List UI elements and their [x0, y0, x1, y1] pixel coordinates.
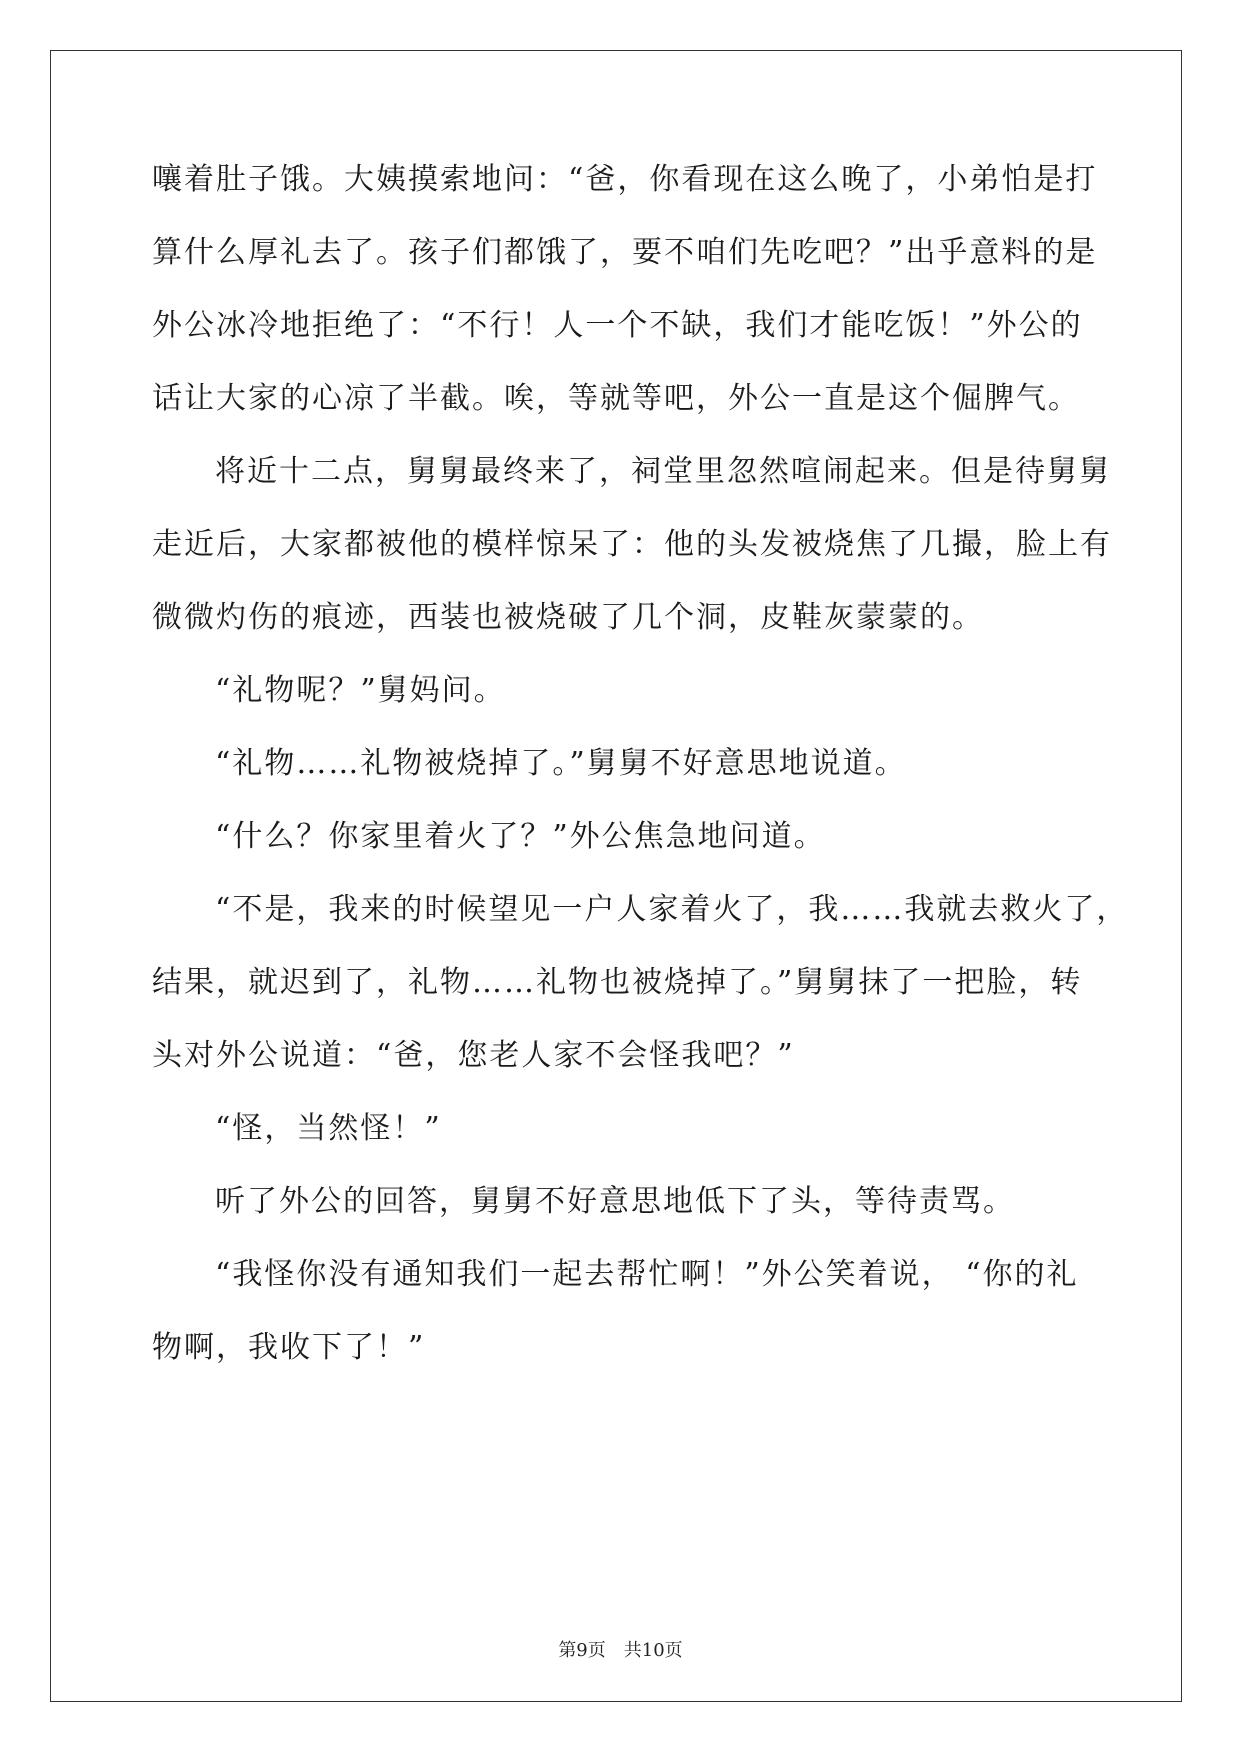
text-line: “礼物呢？”舅妈问。: [215, 673, 506, 708]
text-line: 算什么厚礼去了。孩子们都饿了，要不咱们先吃吧？”出乎意料的是: [152, 235, 1098, 270]
text-line: 微微灼伤的痕迹，西装也被烧破了几个洞，皮鞋灰蒙蒙的。: [152, 600, 984, 635]
text-line: 外公冰冷地拒绝了：“不行！人一个不缺，我们才能吃饭！”外公的: [152, 308, 1083, 343]
page-border: [50, 50, 1182, 1702]
text-line: 话让大家的心凉了半截。唉，等就等吧，外公一直是这个倔脾气。: [152, 381, 1080, 416]
text-line: “怪，当然怪！”: [215, 1111, 442, 1146]
text-line: “礼物……礼物被烧掉了。”舅舅不好意思地说道。: [215, 746, 907, 781]
text-line: 嚷着肚子饿。大姨摸索地问：“爸，你看现在这么晚了，小弟怕是打: [152, 162, 1098, 197]
text-line: “我怪你没有通知我们一起去帮忙啊！”外公笑着说， “你的礼: [215, 1257, 1079, 1292]
text-line: 听了外公的回答，舅舅不好意思地低下了头，等待责骂。: [215, 1184, 1015, 1219]
text-line: 结果，就迟到了，礼物……礼物也被烧掉了。”舅舅抹了一把脸，转: [152, 965, 1083, 1000]
text-line: 将近十二点，舅舅最终来了，祠堂里忽然喧闹起来。但是待舅舅: [215, 454, 1111, 489]
page-number: 第9页 共10页: [558, 1640, 683, 1661]
text-line: 头对外公说道：“爸，您老人家不会怪我吧？”: [152, 1038, 795, 1073]
text-line: “不是，我来的时候望见一户人家着火了，我……我就去救火了，: [215, 892, 1129, 927]
text-line: 走近后，大家都被他的模样惊呆了：他的头发被烧焦了几撮，脸上有: [152, 527, 1112, 562]
text-line: 物啊，我收下了！”: [152, 1330, 426, 1365]
text-line: “什么？你家里着火了？”外公焦急地问道。: [215, 819, 826, 854]
